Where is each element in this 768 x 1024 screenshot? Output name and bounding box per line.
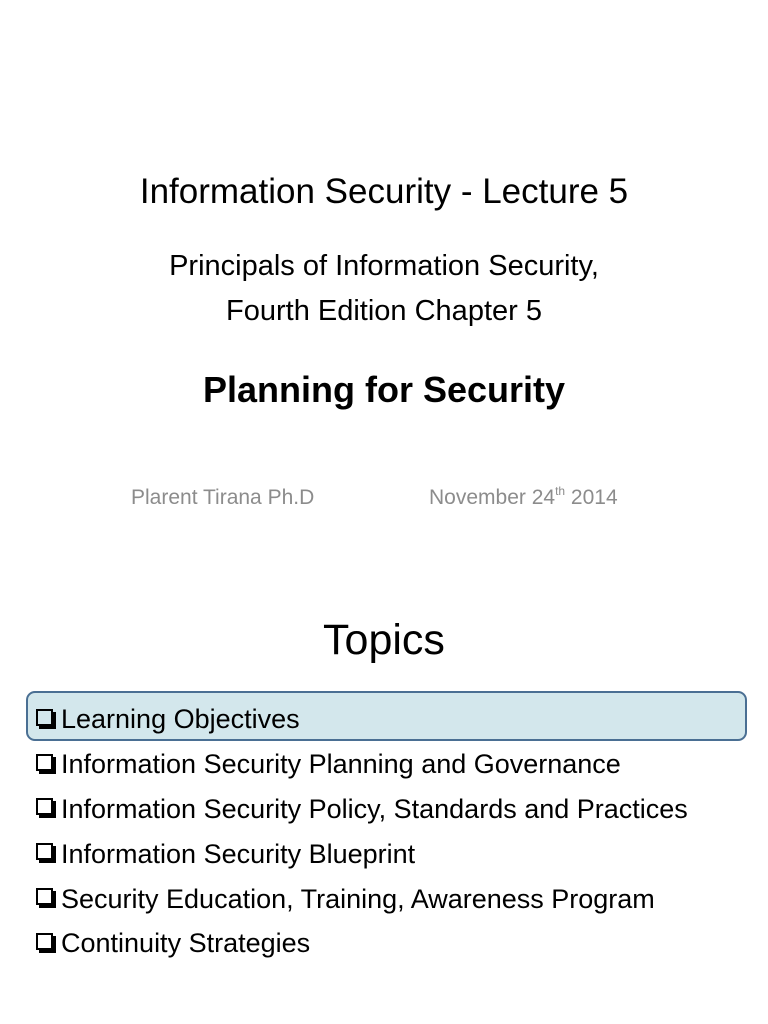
topic-item-security-blueprint [36, 831, 688, 876]
topic-label: Continuity Strategies [61, 928, 311, 959]
topic-label: Security Education, Training, Awareness Program [61, 883, 655, 914]
topic-item-policy-standards-practices [36, 787, 688, 832]
topic-item-continuity-strategies [36, 921, 688, 966]
topic-label: Information Security Planning and Governance [61, 749, 621, 780]
checkbox-bullet-icon [36, 754, 53, 771]
lecture-title: Information Security - Lecture 5 [139, 172, 629, 211]
checkbox-bullet-icon [36, 798, 53, 815]
checkbox-bullet-icon [36, 843, 53, 860]
topics-title: Topics [323, 616, 445, 664]
book-title-line-1: Principals of Information Security, [169, 250, 599, 282]
topic-item-seta-program [36, 876, 688, 921]
checkbox-bullet-icon [36, 709, 53, 726]
lecture-date [429, 486, 618, 510]
book-title-line-2: Fourth Edition Chapter 5 [226, 295, 542, 327]
date-month-day: November 24 [429, 486, 556, 509]
topic-label: Information Security Policy, Standards and Practices [61, 793, 688, 824]
date-ordinal-suffix: th [555, 484, 566, 498]
chapter-title: Planning for Security [202, 369, 566, 410]
checkbox-bullet-icon [36, 933, 53, 950]
date-year: 2014 [565, 486, 618, 509]
topic-label: Information Security Blueprint [61, 838, 416, 869]
topic-item-planning-governance [36, 742, 688, 787]
author-name: Plarent Tirana Ph.D [131, 486, 315, 509]
topic-label: Learning Objectives [61, 704, 300, 735]
topic-list [36, 697, 688, 966]
topic-item-learning-objectives [36, 697, 688, 742]
checkbox-bullet-icon [36, 888, 53, 905]
